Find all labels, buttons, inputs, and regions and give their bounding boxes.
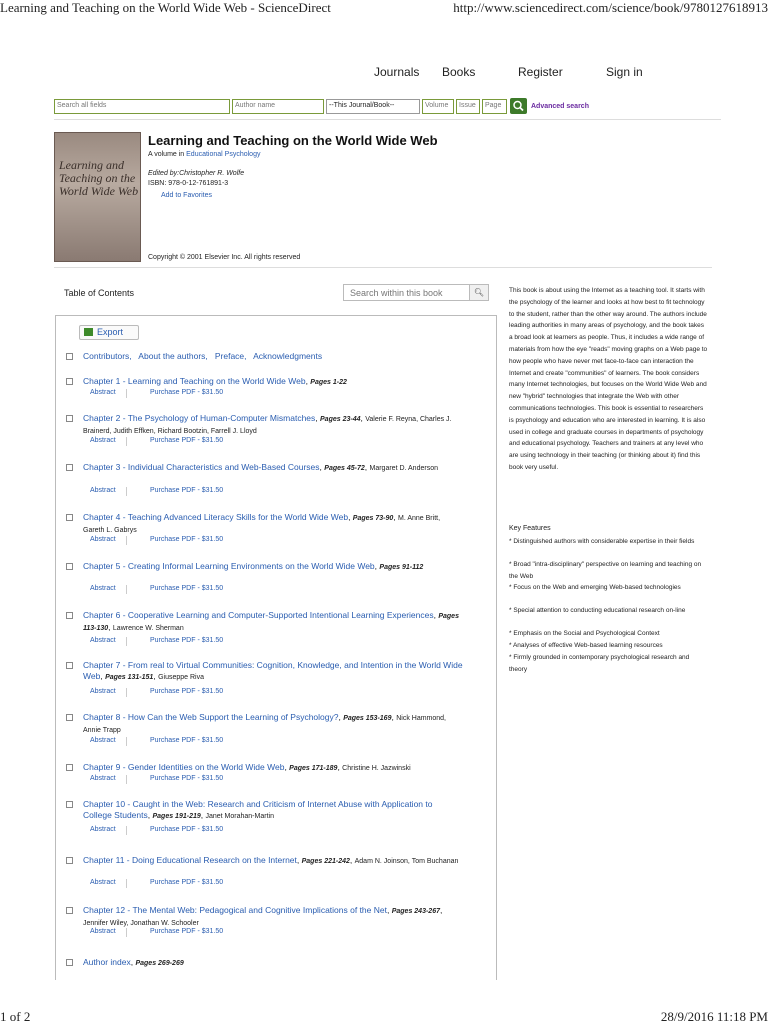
chapter-pages: Pages 191-219 xyxy=(152,813,201,820)
select-checkbox[interactable] xyxy=(66,563,73,570)
export-button[interactable] xyxy=(79,325,139,340)
nav-journals[interactable]: Journals xyxy=(374,65,420,79)
key-feature-item: * Firmly grounded in contemporary psychological research and theory xyxy=(509,654,690,673)
link-separator xyxy=(126,826,127,835)
export-label: Export xyxy=(97,327,124,337)
chapter-authors: Lawrence W. Sherman xyxy=(112,625,184,632)
chapter-authors: Margaret D. Anderson xyxy=(369,465,438,472)
nav-sign-in[interactable]: Sign in xyxy=(606,65,643,79)
issue-input[interactable]: Issue xyxy=(456,99,480,114)
abstract-link[interactable]: Abstract xyxy=(90,389,116,396)
chapter-pages: Pages 113-130 xyxy=(83,613,459,632)
link-separator xyxy=(126,775,127,784)
chapter-entry: Chapter 4 - Teaching Advanced Literacy Skills for the World Wide Web, Pages 73-90, M. Anne Britt, Gareth L. Gabrys xyxy=(83,512,441,534)
chapter-pages: Pages 153-169 xyxy=(343,715,392,722)
toc-heading: Table of Contents xyxy=(64,288,135,298)
abstract-link[interactable]: Abstract xyxy=(90,826,116,833)
purchase-pdf-link[interactable]: Purchase PDF - $31.50 xyxy=(150,487,224,494)
chapter-authors: M. Anne Britt, Gareth L. Gabrys xyxy=(83,515,441,534)
abstract-link[interactable]: Abstract xyxy=(90,879,116,886)
purchase-pdf-link[interactable]: Purchase PDF - $31.50 xyxy=(150,585,224,592)
chapter-title-link[interactable]: Chapter 3 - Individual Characteristics and Web-Based Courses xyxy=(83,462,320,472)
link-separator xyxy=(126,536,127,545)
print-date: 28/9/2016 11:18 PM xyxy=(660,1009,768,1024)
book-description: This book is about using the Internet as a teaching tool. It starts with the psychology of the learner and looks at how best to fit technology to the student, rather than the other way around. The authors include leading authorities in many areas of psychology, and the book takes a broad look at learners as people. Thus, it includes a wide range of materials from how the eye "reads" moving graphs on a Web page to how people who have never met face-to-face can interaction the Internet and create "communities" of learners. The book considers many Internet technologies, but focuses on the World Wide Web and new "hybrid" technologies that integrate the Web with other communications technologies. This book is essential to researchers is psychology and education who are interested in learning. It is also used in college and graduate courses in departments of psychology and educational psychology. Teachers and trainers at any level who are using technology in their teaching (or thinking about it) find this book very useful. xyxy=(509,287,708,471)
chapter-entry: Chapter 2 - The Psychology of Human-Computer Mismatches, Pages 23-44, Valerie F. Reyna, Charles J. Brainerd, Judith Effken, Richard Bootzin, Farrell J. Lloyd xyxy=(83,413,452,435)
key-feature-item: * Special attention to conducting educational research on-line xyxy=(509,607,686,614)
search-go-button[interactable] xyxy=(510,98,527,114)
author-index-pages: Pages 269-269 xyxy=(135,960,184,967)
chapter-pages: Pages 23-44 xyxy=(320,416,361,423)
select-checkbox[interactable] xyxy=(66,662,73,669)
chapter-title-link[interactable]: Chapter 4 - Teaching Advanced Literacy Skills for the World Wide Web xyxy=(83,512,349,522)
link-separator xyxy=(126,928,127,937)
chapter-title-link[interactable]: Chapter 1 - Learning and Teaching on the World Wide Web xyxy=(83,376,306,386)
select-checkbox[interactable] xyxy=(66,415,73,422)
cover-title-text: Learning and Teaching on the World Wide Web xyxy=(59,158,139,198)
link-separator xyxy=(126,487,127,496)
chapter-pages: Pages 73-90 xyxy=(352,515,394,522)
copyright: Copyright © 2001 Elsevier Inc. All rights reserved xyxy=(148,254,301,261)
chapter-title-link[interactable]: Chapter 9 - Gender Identities on the World Wide Web xyxy=(83,762,285,772)
purchase-pdf-link[interactable]: Purchase PDF - $31.50 xyxy=(150,536,224,543)
select-checkbox[interactable] xyxy=(66,959,73,966)
about-authors-link[interactable]: About the authors, xyxy=(138,351,208,361)
chapter-authors: Giuseppe Riva xyxy=(158,674,204,681)
select-checkbox[interactable] xyxy=(66,857,73,864)
book-cover-image xyxy=(54,132,141,262)
chapter-title-link[interactable]: Chapter 11 - Doing Educational Research on the Internet xyxy=(83,855,297,865)
chapter-entry: Chapter 12 - The Mental Web: Pedagogical and Cognitive Implications of the Net, Pages 243-267, Jennifer Wiley, Jonathan W. Schooler xyxy=(83,905,443,927)
link-separator xyxy=(126,437,127,446)
author-name-input[interactable]: Author name xyxy=(232,99,324,114)
chapter-entry: Chapter 8 - How Can the Web Support the Learning of Psychology?, Pages 153-169, Nick Hammond, Annie Trapp xyxy=(83,712,446,734)
purchase-pdf-link[interactable]: Purchase PDF - $31.50 xyxy=(150,688,224,695)
chapter-pages: Pages 243-267 xyxy=(391,908,440,915)
key-feature-item: * Emphasis on the Social and Psychological Context xyxy=(509,630,660,637)
purchase-pdf-link[interactable]: Purchase PDF - $31.50 xyxy=(150,389,224,396)
chapter-entry: Chapter 6 - Cooperative Learning and Computer-Supported Intentional Learning Experiences, Pages 113-130, Lawrence W. Sherman xyxy=(83,610,459,632)
select-checkbox[interactable] xyxy=(66,764,73,771)
search-icon: 🔍︎ xyxy=(473,288,485,297)
chapter-title-link[interactable]: Chapter 12 - The Mental Web: Pedagogical and Cognitive Implications of the Net xyxy=(83,905,387,915)
front-matter-row xyxy=(83,351,463,362)
chapter-authors: Valerie F. Reyna, Charles J. Brainerd, Judith Effken, Richard Bootzin, Farrell J. Lloyd xyxy=(83,416,452,435)
chapter-title-link[interactable]: Chapter 2 - The Psychology of Human-Computer Mismatches xyxy=(83,413,316,423)
isbn: ISBN: 978-0-12-761891-3 xyxy=(148,180,229,187)
chapter-authors: Jennifer Wiley, Jonathan W. Schooler xyxy=(83,920,199,927)
search-all-fields-input[interactable]: Search all fields xyxy=(54,99,230,114)
link-separator xyxy=(126,879,127,888)
series-link[interactable]: Educational Psychology xyxy=(186,151,261,158)
abstract-link[interactable]: Abstract xyxy=(90,437,116,444)
author-index-entry: Author index, Pages 269-269 xyxy=(83,957,184,967)
chapter-entry: Chapter 5 - Creating Informal Learning Environments on the World Wide Web, Pages 91-112 xyxy=(83,561,424,571)
author-index-link[interactable]: Author index xyxy=(83,957,131,967)
select-checkbox[interactable] xyxy=(66,801,73,808)
chapter-pages: Pages 221-242 xyxy=(301,858,350,865)
contributors-link[interactable]: Contributors, xyxy=(83,351,132,361)
key-feature-item: * Broad "intra-disciplinary" perspective on learning and teaching on the Web xyxy=(509,561,702,580)
chapter-authors: Christine H. Jazwinski xyxy=(342,765,411,772)
key-feature-item: * Focus on the Web and emerging Web-based technologies xyxy=(509,584,681,591)
abstract-link[interactable]: Abstract xyxy=(90,487,116,494)
key-feature-item: * Analyses of effective Web-based learning resources xyxy=(509,642,663,649)
select-checkbox[interactable] xyxy=(66,907,73,914)
abstract-link[interactable]: Abstract xyxy=(90,585,116,592)
chapter-title-link[interactable]: Chapter 6 - Cooperative Learning and Computer-Supported Intentional Learning Experiences xyxy=(83,610,434,620)
chapter-entry: Chapter 7 - From real to Virtual Communities: Cognition, Knowledge, and Intention in the World Wide Web, Pages 131-151, Giuseppe Riva xyxy=(83,660,463,681)
purchase-pdf-link[interactable]: Purchase PDF - $31.50 xyxy=(150,437,224,444)
search-icon xyxy=(510,98,527,114)
chapter-title-link[interactable]: Chapter 7 - From real to Virtual Communities: Cognition, Knowledge, and Intention in the World Wide Web xyxy=(83,660,463,681)
chapter-authors: Janet Morahan-Martin xyxy=(205,813,274,820)
purchase-pdf-link[interactable]: Purchase PDF - $31.50 xyxy=(150,637,224,644)
page-input[interactable]: Page xyxy=(482,99,507,114)
select-checkbox[interactable] xyxy=(66,612,73,619)
divider xyxy=(54,267,712,268)
chapter-pages: Pages 131-151 xyxy=(105,674,154,681)
chapter-title-link[interactable]: Chapter 10 - Caught in the Web: Research and Criticism of Internet Abuse with Application to College Students xyxy=(83,799,433,820)
key-features-heading: Key Features xyxy=(509,525,551,532)
preface-link[interactable]: Preface, xyxy=(214,351,247,361)
print-page-count: 1 of 2 xyxy=(0,1009,31,1024)
select-checkbox[interactable] xyxy=(66,378,73,385)
toc-search-button[interactable] xyxy=(469,284,489,301)
select-checkbox[interactable] xyxy=(66,464,73,471)
abstract-link[interactable]: Abstract xyxy=(90,688,116,695)
chapter-entry: Chapter 3 - Individual Characteristics and Web-Based Courses, Pages 45-72, Margaret D. Anderson xyxy=(83,462,438,472)
link-separator xyxy=(126,737,127,746)
abstract-link[interactable]: Abstract xyxy=(90,928,116,935)
chapter-entry: Chapter 9 - Gender Identities on the World Wide Web, Pages 171-189, Christine H. Jazwinski xyxy=(83,762,411,772)
chapter-pages: Pages 45-72 xyxy=(324,465,365,472)
purchase-pdf-link[interactable]: Purchase PDF - $31.50 xyxy=(150,928,224,935)
print-url: http://www.sciencedirect.com/science/book/9780127618913 xyxy=(453,0,768,15)
purchase-pdf-link[interactable]: Purchase PDF - $31.50 xyxy=(150,775,224,782)
abstract-link[interactable]: Abstract xyxy=(90,775,116,782)
select-checkbox[interactable] xyxy=(66,353,73,360)
divider xyxy=(54,119,721,120)
advanced-search-link[interactable]: Advanced search xyxy=(531,103,589,110)
volume-line xyxy=(148,151,260,158)
editor: Edited by:Christopher R. Wolfe xyxy=(148,170,245,177)
print-page-title: Learning and Teaching on the World Wide Web - ScienceDirect xyxy=(0,0,331,15)
select-checkbox[interactable] xyxy=(66,514,73,521)
chapter-pages: Pages 91-112 xyxy=(379,564,424,571)
purchase-pdf-link[interactable]: Purchase PDF - $31.50 xyxy=(150,737,224,744)
chapter-title-link[interactable]: Chapter 5 - Creating Informal Learning Environments on the World Wide Web xyxy=(83,561,375,571)
acknowledgments-link[interactable]: Acknowledgments xyxy=(253,351,323,361)
chapter-pages: Pages 171-189 xyxy=(289,765,338,772)
chapter-authors: Adam N. Joinson, Tom Buchanan xyxy=(354,858,459,865)
nav-books[interactable]: Books xyxy=(442,65,476,79)
chapter-entry: Chapter 10 - Caught in the Web: Research and Criticism of Internet Abuse with Application to College Students, Pages 191-219, Janet Morahan-Martin xyxy=(83,799,433,820)
chapter-entry: Chapter 1 - Learning and Teaching on the World Wide Web, Pages 1-22 xyxy=(83,376,347,386)
link-separator xyxy=(126,688,127,697)
nav-register[interactable]: Register xyxy=(518,65,563,79)
abstract-link[interactable]: Abstract xyxy=(90,637,116,644)
chapter-pages: Pages 1-22 xyxy=(310,379,347,386)
chapter-title-link[interactable]: Chapter 8 - How Can the Web Support the Learning of Psychology? xyxy=(83,712,339,722)
select-checkbox[interactable] xyxy=(66,714,73,721)
book-title: Learning and Teaching on the World Wide Web xyxy=(148,133,438,148)
purchase-pdf-link[interactable]: Purchase PDF - $31.50 xyxy=(150,826,224,833)
purchase-pdf-link[interactable]: Purchase PDF - $31.50 xyxy=(150,879,224,886)
volume-prefix: A volume in xyxy=(148,151,187,158)
export-icon xyxy=(84,328,93,336)
key-feature-item: * Distinguished authors with considerable expertise in their fields xyxy=(509,538,695,545)
chapter-entry: Chapter 11 - Doing Educational Research on the Internet, Pages 221-242, Adam N. Joinson, Tom Buchanan xyxy=(83,855,459,865)
search-within-book-input[interactable]: Search within this book xyxy=(343,284,470,301)
link-separator xyxy=(126,389,127,398)
chapter-authors: Nick Hammond, Annie Trapp xyxy=(83,715,446,734)
add-to-favorites-link[interactable]: Add to Favorites xyxy=(161,192,212,199)
scope-select[interactable]: --This Journal/Book-- xyxy=(326,99,420,114)
abstract-link[interactable]: Abstract xyxy=(90,737,116,744)
link-separator xyxy=(126,585,127,594)
abstract-link[interactable]: Abstract xyxy=(90,536,116,543)
link-separator xyxy=(126,637,127,646)
volume-input[interactable]: Volume xyxy=(422,99,454,114)
